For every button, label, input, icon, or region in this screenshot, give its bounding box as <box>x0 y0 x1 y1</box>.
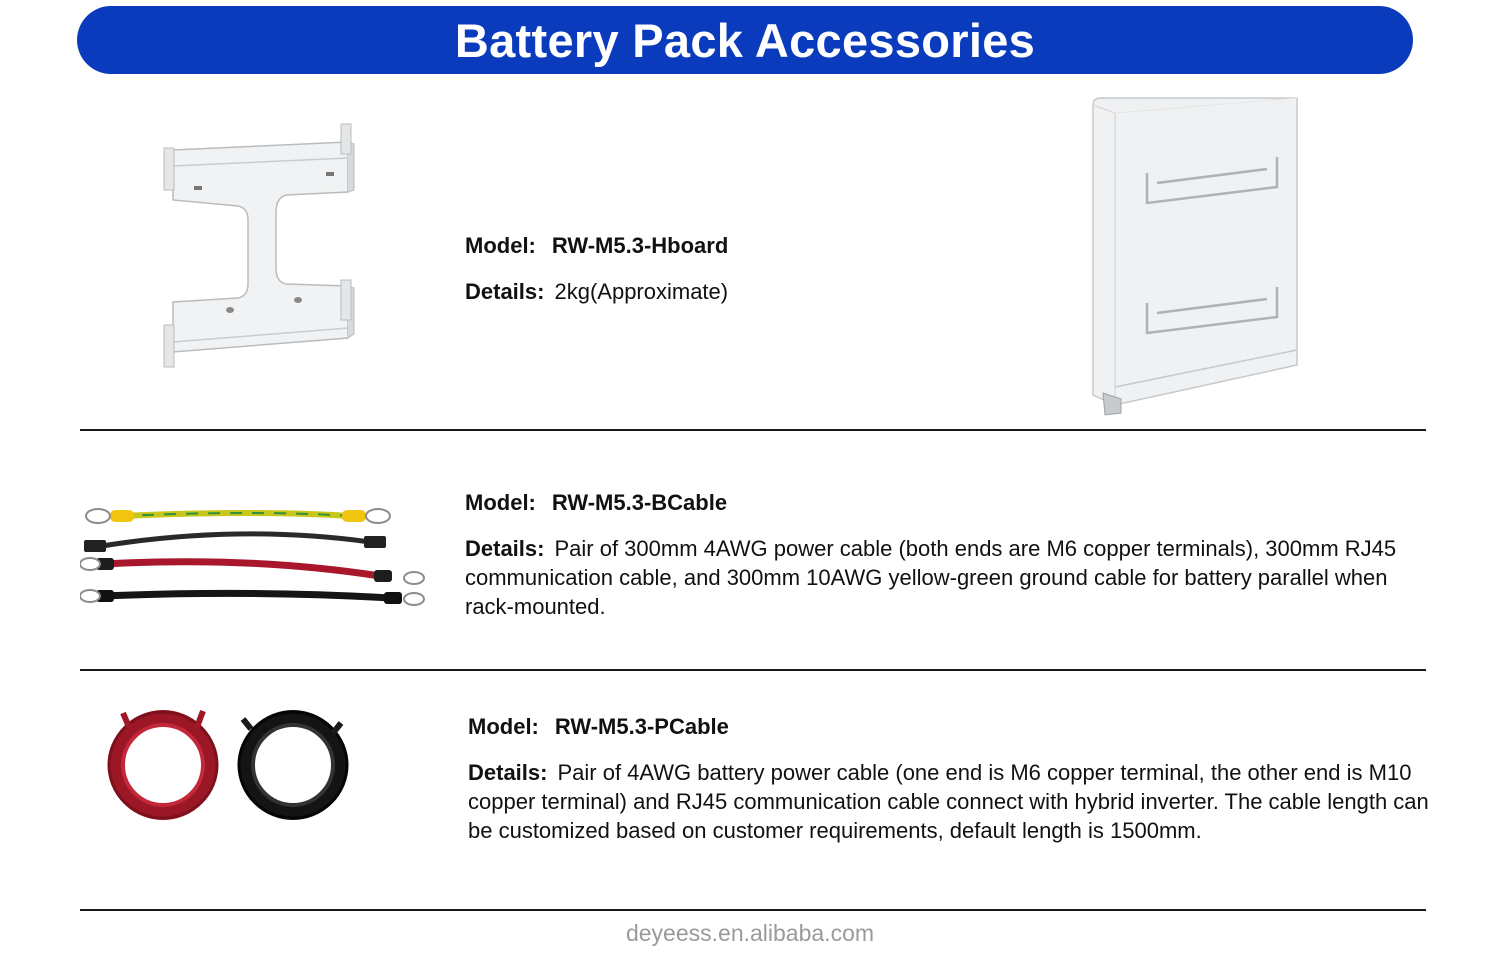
hboard-bracket-image <box>158 120 363 375</box>
item-pcable-info <box>468 712 1440 845</box>
item-bcable-info <box>465 488 1437 621</box>
divider-1 <box>80 429 1426 431</box>
bcable-set-image <box>80 496 435 612</box>
page-title: Battery Pack Accessories <box>454 13 1036 67</box>
details-row <box>465 534 1437 621</box>
header-banner <box>77 6 1413 74</box>
divider-2 <box>80 669 1426 671</box>
details-row <box>468 758 1440 845</box>
model-label: Model: <box>465 490 536 515</box>
details-value: 2kg(Approximate) <box>554 279 729 304</box>
footer-watermark: deyeess.en.alibaba.com <box>625 920 875 946</box>
details-row <box>465 277 1105 306</box>
model-value: RW-M5.3-PCable <box>554 714 729 739</box>
model-label: Model: <box>465 233 536 258</box>
details-label: Details: <box>468 760 548 785</box>
model-row <box>468 712 1440 741</box>
divider-3 <box>80 909 1426 911</box>
details-label: Details: <box>465 279 545 304</box>
model-label: Model: <box>468 714 539 739</box>
details-value: Pair of 300mm 4AWG power cable (both ends are M6 copper terminals), 300mm RJ45 communication cable, and 300mm 10AWG yellow-green ground cable for battery parallel when rack-mounted. <box>465 536 1397 619</box>
details-value: Pair of 4AWG battery power cable (one end is M6 copper terminal, the other end is M10 copper terminal) and RJ45 communication cable connect with hybrid inverter. The cable length can be customized based on customer requirements, default length is 1500mm. <box>468 760 1429 843</box>
model-row <box>465 488 1437 517</box>
model-row <box>465 231 1105 260</box>
item-hboard-info <box>465 231 1105 306</box>
battery-pack-image <box>1085 95 1310 420</box>
model-value: RW-M5.3-BCable <box>551 490 728 515</box>
pcable-coils-image <box>105 703 360 821</box>
details-label: Details: <box>465 536 545 561</box>
model-value: RW-M5.3-Hboard <box>551 233 729 258</box>
